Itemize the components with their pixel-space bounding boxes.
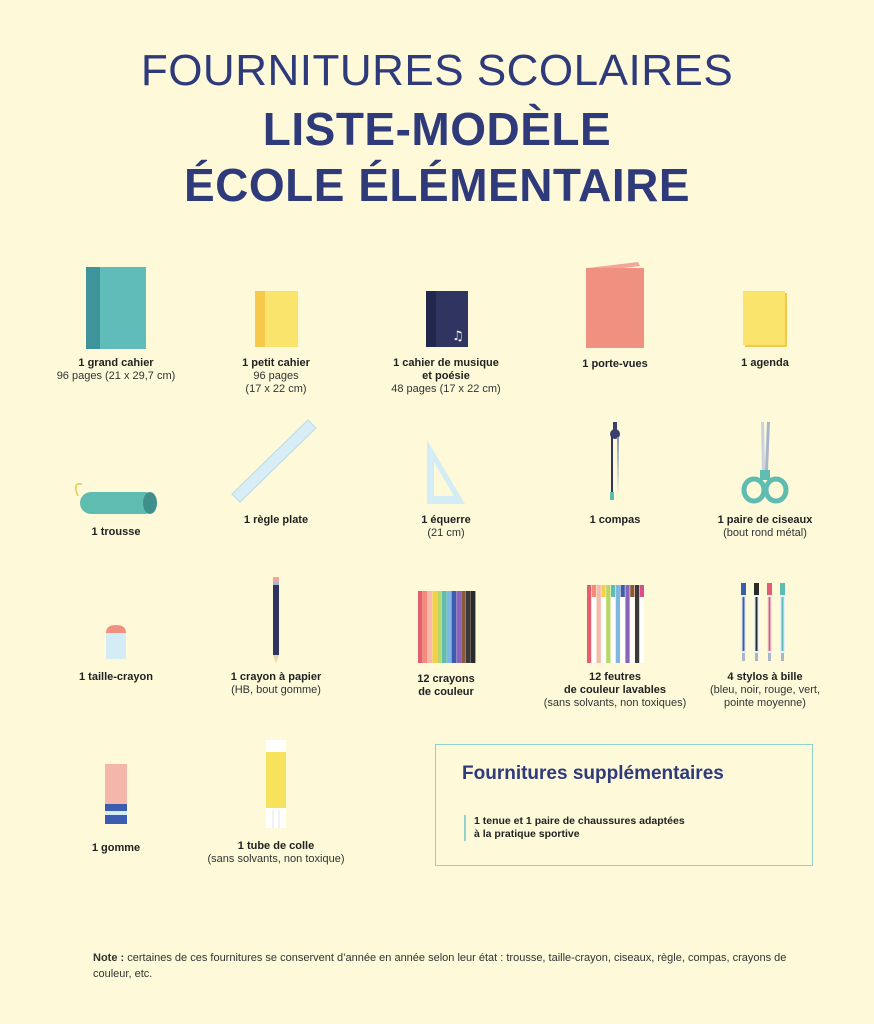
item-label: 1 agenda	[741, 357, 789, 369]
title-line-3: ÉCOLE ÉLÉMENTAIRE	[183, 159, 690, 211]
pen-cap	[741, 583, 746, 595]
marker-cap	[601, 585, 605, 597]
item-regle-plate	[196, 418, 356, 527]
marker-body	[597, 597, 601, 663]
marker-body	[630, 597, 634, 663]
pen-cap	[767, 583, 772, 595]
item-label: 1 tube de colle	[237, 840, 315, 852]
marker-cap	[621, 585, 625, 597]
item-gomme	[36, 738, 196, 855]
colored-pencils-icon	[416, 587, 476, 665]
small-notebook-icon	[252, 291, 300, 351]
item-agenda	[685, 262, 845, 370]
item-label: 1 grand cahier	[78, 357, 154, 369]
pencil-stroke	[452, 591, 457, 663]
extra-supplies-box	[435, 744, 813, 866]
marker-cap	[630, 585, 634, 597]
marker-cap	[640, 585, 644, 597]
marker-body	[611, 597, 615, 663]
item-ciseaux	[685, 418, 845, 540]
item-label-2: de couleur lavables	[563, 684, 667, 696]
marker-cap	[635, 585, 639, 597]
pencil-icon	[270, 577, 282, 663]
music-notebook-icon	[422, 291, 470, 351]
pen-tip	[742, 653, 745, 661]
item-label: 1 trousse	[91, 526, 141, 538]
marker-body	[635, 597, 639, 663]
pencil-stroke	[423, 591, 428, 663]
item-cahier-musique	[366, 262, 526, 396]
glue-stick-icon	[261, 740, 291, 832]
pencil-stroke	[437, 591, 442, 663]
marker-cap	[616, 585, 620, 597]
item-label-2: de couleur	[418, 686, 474, 698]
item-label-2: et poésie	[422, 370, 470, 382]
item-trousse	[36, 418, 196, 539]
item-equerre	[366, 418, 526, 540]
item-label: 1 porte-vues	[582, 358, 648, 370]
item-label: 1 petit cahier	[242, 357, 310, 369]
pencil-stroke	[442, 591, 447, 663]
marker-body	[587, 597, 591, 663]
extra-supplies-title: Fournitures supplémentaires	[462, 763, 724, 784]
item-detail: 96 pages	[253, 370, 299, 382]
pencil-stroke	[471, 591, 476, 663]
pen-ink	[756, 597, 758, 651]
pen-cap	[754, 583, 759, 595]
pencil-stroke	[466, 591, 471, 663]
item-label: 1 taille-crayon	[79, 671, 153, 683]
item-label: 1 crayon à papier	[230, 671, 322, 683]
item-detail: (sans solvants, non toxique)	[207, 853, 345, 865]
item-detail: (21 cm)	[427, 527, 465, 539]
item-petit-cahier	[196, 262, 356, 396]
pen-cap	[780, 583, 785, 595]
item-detail: 96 pages (21 x 29,7 cm)	[56, 370, 176, 382]
display-folder-icon	[582, 262, 648, 352]
item-detail: pointe moyenne)	[724, 697, 806, 709]
item-label: 1 équerre	[421, 514, 471, 526]
marker-body	[640, 597, 644, 663]
extra-line-1: 1 tenue et 1 paire de chaussures adaptées	[474, 815, 685, 827]
marker-body	[625, 597, 629, 663]
item-compas	[535, 418, 695, 527]
item-crayons-couleur	[366, 575, 526, 699]
marker-body	[592, 597, 596, 663]
marker-cap	[592, 585, 596, 597]
marker-body	[616, 597, 620, 663]
ruler-icon	[226, 418, 326, 508]
extra-supplies-item	[464, 815, 734, 841]
marker-cap	[606, 585, 610, 597]
set-square-icon	[421, 438, 471, 508]
extra-line-2: à la pratique sportive	[474, 828, 580, 840]
item-feutres	[535, 575, 695, 710]
marker-cap	[587, 585, 591, 597]
ballpoint-pens-icon	[735, 583, 795, 663]
marker-cap	[625, 585, 629, 597]
item-label: 12 crayons	[417, 673, 475, 685]
pen-tip	[755, 653, 758, 661]
item-detail: (HB, bout gomme)	[231, 684, 321, 696]
note-text: certaines de ces fournitures se conservent d’année en année selon leur état : trousse, taille-crayon, ciseaux, règle, compas, crayons de couleur, etc.	[93, 952, 787, 980]
item-label: 1 règle plate	[243, 514, 309, 526]
sharpener-icon	[101, 623, 131, 663]
pencil-stroke	[418, 591, 423, 663]
note-label: Note :	[93, 952, 125, 964]
marker-body	[606, 597, 610, 663]
item-detail: 48 pages (17 x 22 cm)	[391, 383, 501, 395]
item-label: 12 feutres	[589, 671, 641, 683]
svg-text:♫: ♫	[452, 329, 464, 344]
compass-icon	[600, 422, 630, 508]
title-line-2: LISTE-MODÈLE	[262, 103, 612, 155]
item-taille-crayon	[36, 575, 196, 684]
marker-body	[601, 597, 605, 663]
marker-cap	[611, 585, 615, 597]
item-label: 1 compas	[589, 514, 641, 526]
marker-body	[621, 597, 625, 663]
item-grand-cahier	[36, 262, 196, 383]
pen-ink	[769, 597, 771, 651]
large-notebook-icon	[84, 267, 148, 351]
pencil-case-icon	[66, 470, 166, 520]
item-crayon-papier	[196, 575, 356, 697]
item-label: 1 paire de ciseaux	[717, 514, 813, 526]
pencil-stroke	[428, 591, 433, 663]
item-detail: (sans solvants, non toxiques)	[543, 697, 687, 709]
scissors-icon	[740, 420, 790, 508]
marker-cap	[597, 585, 601, 597]
eraser-icon	[101, 764, 131, 834]
item-label: 1 gomme	[91, 842, 141, 854]
pencil-stroke	[447, 591, 452, 663]
item-detail: (bleu, noir, rouge, vert,	[709, 684, 821, 696]
pencil-stroke	[456, 591, 461, 663]
planner-icon	[741, 291, 789, 351]
pen-tip	[768, 653, 771, 661]
item-detail: (17 x 22 cm)	[245, 383, 307, 395]
item-porte-vues	[535, 262, 695, 371]
pen-tip	[781, 653, 784, 661]
title-line-1: FOURNITURES SCOLAIRES	[140, 46, 734, 95]
item-label: 4 stylos à bille	[727, 671, 803, 683]
item-detail: (bout rond métal)	[723, 527, 807, 539]
footer-note	[93, 950, 793, 982]
pen-ink	[743, 597, 745, 651]
item-tube-colle	[196, 738, 356, 866]
item-stylos	[685, 575, 845, 710]
pencil-stroke	[432, 591, 437, 663]
felt-pens-icon	[585, 585, 645, 663]
pen-ink	[782, 597, 784, 651]
item-label: 1 cahier de musique	[393, 357, 499, 369]
pencil-stroke	[461, 591, 466, 663]
